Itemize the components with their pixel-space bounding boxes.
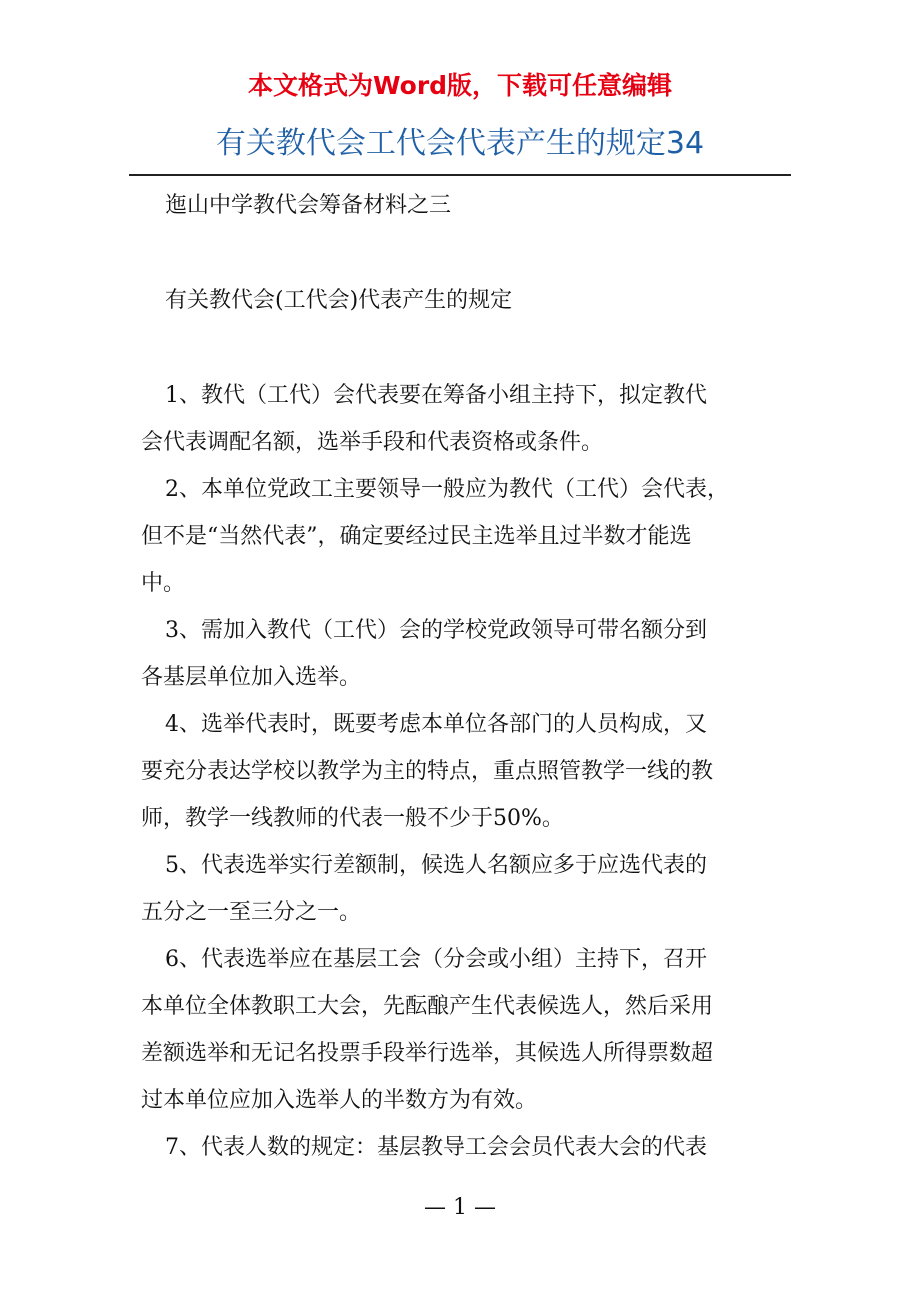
paragraph-line: 1、教代（工代）会代表要在筹备小组主持下，拟定教代 — [165, 383, 707, 408]
paragraph-line: 各基层单位加入选举。 — [141, 665, 362, 690]
paragraph-line: 会代表调配名额，选举手段和代表资格或条件。 — [141, 430, 604, 455]
download-banner: 本文格式为Word版，下载可任意编辑 — [247, 71, 673, 100]
paragraph-line: 7、代表人数的规定：基层教导工会会员代表大会的代表 — [165, 1135, 707, 1160]
paragraph-line: 本单位全体教职工大会，先酝酿产生代表候选人，然后采用 — [141, 994, 714, 1019]
paragraph-line: 但不是“当然代表”，确定要经过民主选举且过半数才能选 — [141, 524, 692, 549]
paragraph-line: 差额选举和无记名投票手段举行选举，其候选人所得票数超 — [141, 1041, 714, 1066]
paragraph-line: 过本单位应加入选举人的半数方为有效。 — [141, 1088, 538, 1113]
paragraph-line: 要充分表达学校以教学为主的特点，重点照管教学一线的教 — [141, 759, 714, 784]
paragraph-line: 师，教学一线教师的代表一般不少于50%。 — [141, 806, 564, 831]
paragraph-line: 5、代表选举实行差额制，候选人名额应多于应选代表的 — [165, 853, 707, 878]
subheading: 迤山中学教代会筹备材料之三 — [165, 193, 452, 218]
document-title: 有关教代会工代会代表产生的规定34 — [215, 126, 705, 161]
document-body — [141, 182, 783, 1171]
paragraph-line: 中。 — [141, 571, 186, 596]
section-heading: 有关教代会(工代会)代表产生的规定 — [165, 288, 513, 313]
paragraph-line: 4、选举代表时，既要考虑本单位各部门的人员构成，又 — [165, 712, 707, 737]
paragraph-line: 3、需加入教代（工代）会的学校党政领导可带名额分到 — [165, 618, 707, 643]
paragraph-line: 2、本单位党政工主要领导一般应为教代（工代）会代表， — [165, 477, 729, 502]
title-divider — [129, 174, 791, 176]
paragraph-line: 6、代表选举应在基层工会（分会或小组）主持下，召开 — [165, 947, 707, 972]
paragraph-line: 五分之一至三分之一。 — [141, 900, 362, 925]
page-number: — 1 — — [424, 1195, 496, 1220]
